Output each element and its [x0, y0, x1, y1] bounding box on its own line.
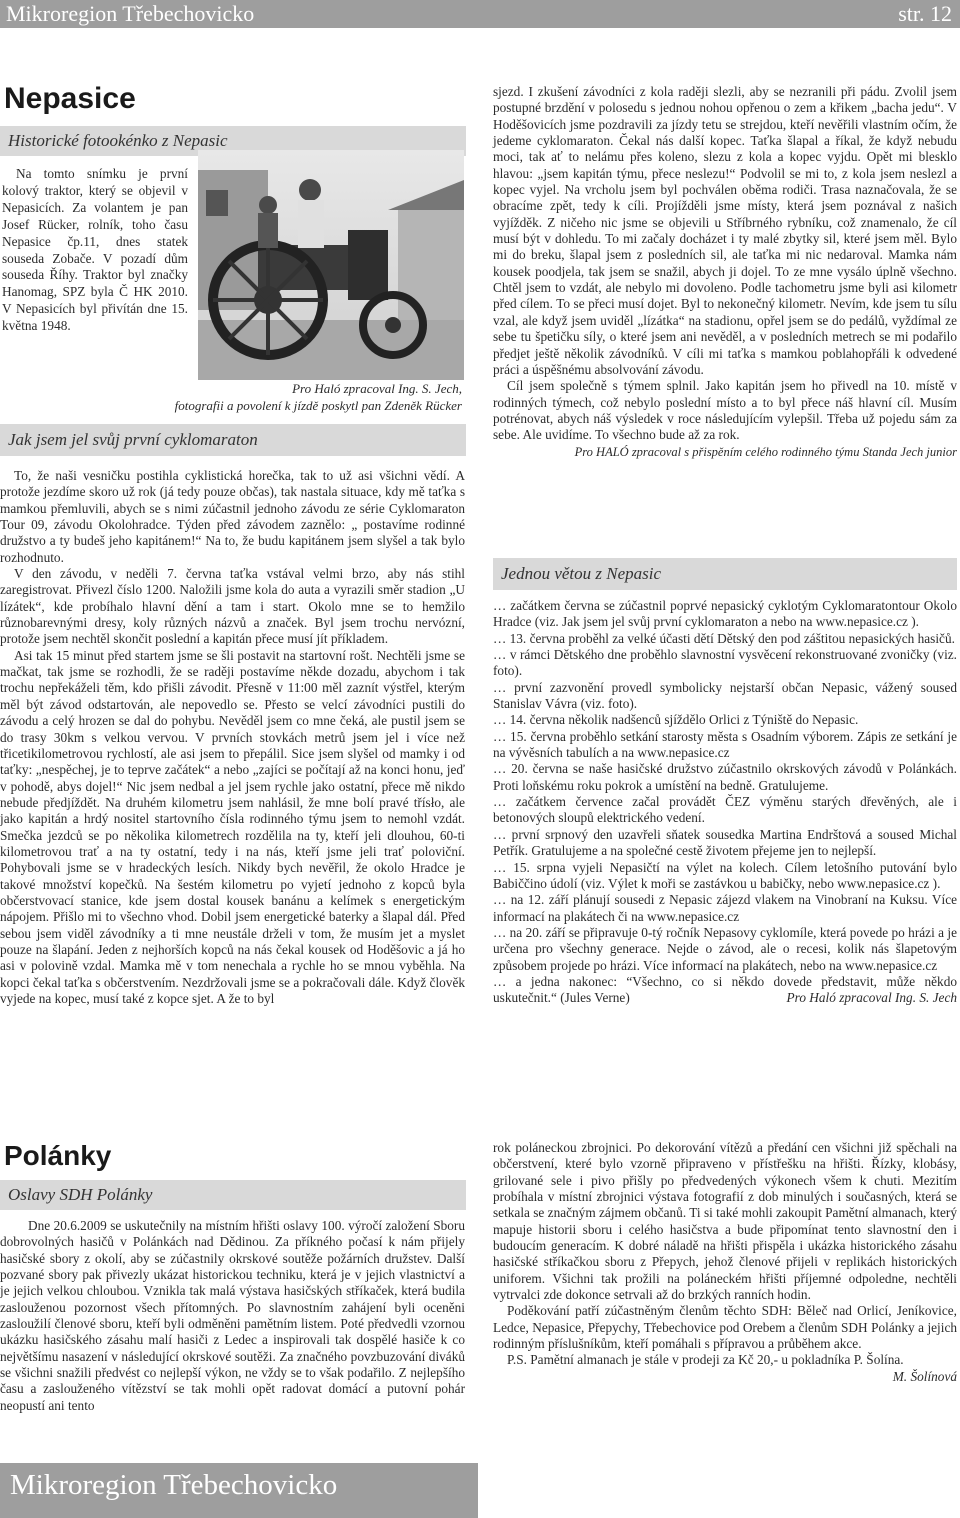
- polanky-paragraph: Dne 20.6.2009 se uskutečnily na místním hřišti oslavy 100. výročí založení Sboru dobrovolných hasičů v Polánkách nad Dědinou. Za příkného počasí k nám přijely hasičské sbory z okolí, aby se zúčastnily okrskové soutěže požárních družstev. Další pozvané sbory pak přivezly ukázat historickou techniku, která je v jejich vlastnictví a je jejich velkou chloubou. Vznikla tak malá výstava hasičských stříkaček, která budila zaslouženou pozornost všech přítomných. Po slavnostním zahájení byli oceněni zasloužilí členové sboru, kteří byli odměněni pamětním listem. Poté předvedli vzornou ukázku hasičského zásahu malí hasiči z Ledec a inspirovali tak dospělé hasiče k co největšímu nasazení v následující okrskové soutěži. Za značného povzbuzování diváků se všichni snažili předvést co nejlepší výkon, ne vždy se to však podařilo. Z nejlepšího času a zaslouženého vítězství se tak mohli opět radovat domácí a putovní pohár neopustí ani tento: [0, 1218, 465, 1413]
- page-header: [0, 0, 960, 28]
- news-item: … začátkem června se zúčastnil poprvé nepasický cyklotým Cyklomaratontour Okolo Hradce (viz. Jak jsem jel svůj první cyklomaraton a nebo na www.nepasice.cz ).: [493, 598, 957, 630]
- polanky-left-column: [0, 1218, 465, 1414]
- news-item: … první srpnový den uzavřeli sňatek sousedka Martina Endrštová a soused Michal Petřík. Gratulujeme a na společné cestě životem přejeme jen to nejlepší.: [493, 826, 957, 859]
- photo-credit: [100, 380, 462, 414]
- news-item: … na 12. září plánují sousedi z Nepasic zájezd vlakem na Vinobraní na Kuksu. Více informací na plakátech či na www.nepasice.cz: [493, 892, 957, 924]
- news-item: … na 20. září se připravuje 0-tý ročník Nepasovy cyklomíle, která povede po hrázi a je určena pro všechny generace. Nejde o závod, ale o recesi, kolik nás šlapetovým způsobem projede po hrázi. Více informací na plakátech, nebo na www.nepasice.cz: [493, 924, 957, 973]
- news-title: Jednou větou z Nepasic: [493, 558, 957, 590]
- section-title-nepasice: Nepasice: [4, 82, 136, 115]
- news-item: … začátkem července začal provádět ČEZ výměnu starých dřevěných, ale i betonových sloupů elektrického vedení.: [493, 794, 957, 826]
- article-left-column: [0, 468, 465, 1007]
- article-paragraph: Cíl jsem společně s týmem splnil. Jako kapitán jsem ho přivedl na 10. místě v rodinných týmech, což nebylo poslední místo a to byl přece náš hlavní cíl. Musím potrénovat, abych náš výsledek v roce následujícím vylepšil. Třeba už pojedu sám za sebe. Ale uvidíme. To všechno bude až za rok.: [493, 378, 957, 443]
- polanky-paragraph: Poděkování patří zúčastněným členům těchto SDH: Běleč nad Orlicí, Jeníkovice, Ledce, Nepasice, Přepychy, Třebechovice pod Orebem a členům SDH Polánky a jejich rodinným příslušníkům, kteří pomáhali s přípravou a průběhem akce.: [493, 1303, 957, 1352]
- photo-credit-line-1: Pro Haló zpracoval Ing. S. Jech,: [292, 381, 462, 396]
- news-item: … 15. srpna vyjeli Nepasičtí na výlet na kolech. Cílem letošního putování bylo Babiččino údolí (viz. Výlet k moři se zastávkou u babičky, nebo www.nepasice.cz ).: [493, 859, 957, 891]
- article-signature: Pro HALÓ zpracoval s přispěním celého rodinného týmu Standa Jech junior: [574, 444, 957, 459]
- subtitle-sdh: Oslavy SDH Polánky: [0, 1180, 466, 1210]
- news-quote-text: … a jedna nakonec: “Všechno, co si někdo dovede představit, může někdo uskutečnit.“ (Jules Verne): [493, 973, 957, 1006]
- article-paragraph: Asi tak 15 minut před startem jsme se šli postavit na startovní rošt. Nechtěli jsme se mačkat, tak jsme se rozhodli, že se raději postavíme někde dozadu, abychom i tak trochu nepřekáželi těm, kdo přišli závodit. Přesně v 11:00 měl zaznít výstřel, kterým měl být závod odstartován, ale nepovedlo se. Přesto se velcí závodníci pustili do závodu a celý hrozen se dal do pohybu. Nevěděl jsem co mne čeká, ale pustil jsem se do trasy 30km s velkou vervou. V prvních stovkách metrů jsem jel i více než třicetikilometrovou rychlostí, ale asi jsem to přepálil. Sice jsem slyšel od mamky i od taťky: „nespěchej, je to teprve začátek“ a nebo „zajíci se počítají až na konci honu, jeď v pohodě, abys dojel!“ Nic jsem nedbal a jel jsem rychle jako ostatní, přece mě nikdo nebude předjíždět. Na druhém kilometru jsem nahlásil, že mne bolí pravé třísło, ale jako kapitán a hrdý nositel startovního čísla rodinného týmu jsem to nemohl vzdát. Smečka jezdců se po několika kilometrech rozdělila na ty, kteří jeli dlouhou, 60-ti kilometrovou trať a na ty ostatní, tedy i na nás, kteří jsme jeli trať poloviční. Pohybovali jsme se v hradeckých lesích. Nikdy bych nevěřil, že okolo Hradce je takové množství kopečků. Na šestém kilometru po vyjetí jednoho z kopců byla občerstvovací stanice, kde jsem dostal kousek banánu a kelímek s energetickým nápojem. Přišlo mi to všechno vhod. Dobil jsem energetické baterky a šlapal dál. Před sebou jsem viděl závodníky a ti mne neustále drželi v tom, že musím jet a myslet pouze na šlapání. Jeden z nejhorších kopců na nás čekal kousek od Hoděšovic a já ho asi v polovině vzdal. Mamka mě v tom nenechala a rychle ho se mnou vyběhla. Na kopci čekal taťka s občerstvením. Nezdržovali jsme se a pokračovali dále. Když člověk vyjede na kopec, musí také z kopce sjet. A že to byl: [0, 647, 465, 1006]
- page-footer: [0, 1463, 478, 1518]
- news-signature: Pro Haló zpracoval Ing. S. Jech: [786, 990, 957, 1006]
- news-item-quote: [493, 974, 957, 1007]
- news-item: … v rámci Dětského dne proběhlo slavnostní vysvěcení rekonstruované zvoničky (viz. foto).: [493, 647, 957, 679]
- article-title-cyklomaraton: Jak jsem jel svůj první cyklomaraton: [0, 424, 466, 456]
- article-paragraph: V den závodu, v neděli 7. června taťka vstával velmi brzo, aby nás stihl zaregistrovat. Přivezl číslo 1200. Naložili jsme kola do auta a vyrazili směr stadion „U lízátek“, kde probíhalo hlavní dění a tam i start. Okolo mne se to hemžilo různobarevnými dresy, koly různých názvů a značek. Byl jsem trochu nervózní, protože jsem nechtěl skončit poslední a kapitán přece musí jít příkladem.: [0, 566, 465, 647]
- article-paragraph: To, že naši vesničku postihla cyklistická horečka, tak to už asi všichni vědí. A protože jezdíme skoro už rok (já tedy pouze občas), tak nastala situace, kdy mě taťka s mamkou přemluvili, abych se s nimi zúčastnil jednoho závodu ze série Cyklomaraton Tour 09, závodu Okolohradce. Týden před závodem zaznělo: „ postavíme rodinné družstvo a ty budeš jeho kapitánem!“ Na to, že budu kapitánem jsem slyšel a tak bylo rozhodnuto.: [0, 468, 465, 565]
- polanky-right-column: [493, 1140, 957, 1385]
- news-item: … 20. června se naše hasičské družstvo zúčastnilo okrskových závodů v Polánkách. Proti loňskému roku pokrok a umístění na bedně. Gratulujeme.: [493, 761, 957, 793]
- article-right-column: [493, 84, 957, 460]
- article-paragraph: sjezd. I zkušení závodníci z kola raději slezli, aby se nezranili při pádu. Zvolil jsem postupné brzdění v polosedu s jednou nohou opřenou o zem a křikem „bacha jedu“. V Hoděšovicích jsme pozdravili za jízdy tetu se strejdou, kteří nevěřili vlastním očím, že jedeme cyklomaraton. Čekal nás další kopec. Taťka šlapal a říkal, že když nebudu moci, tak ať to nelámu přes koleno, slezu z kola a kopec vyjdu. Opět mi blesklo hlavou: „jsem kapitán týmu, přece neslezu!“ Podvolil se mi to, z kola jsem neslezl a kopec vyjel. Na vrcholu jsem byl pochválen oběma rodiči. Trasa naznačovala, že se obracíme zpět, tedy k cíli. Projížděli jsme místy, která jsem poznával z našich vyjížděk. Z ničeho nic jsme se objevili u Stříbrného rybníku, což znamenalo, že cíl musí být v dohledu. To mi začaly docházet i ty malé zbytky sil, které jsem měl. Bylo mi do breku, šlapal jsem z posledních sil, ale taťka mi nic nedaroval. Mamka nám kousek poodjela, tak jsem se snažil, abych ji dojel. To ze mne vysálo úplně všechno. Chtěl jsem to vzdát, ale nebylo mi dovoleno. Podle tachometru jsme byli asi kilometr před cílem. To se přeci musí dojet. Byl to nekonečný kilometr. Nevím, kde jsem tu sílu vzal, ale když jsem uviděl „lízátka“ na stadionu, opřel jsem se do pedálů, vyždímal ze sebe tu špetičku síly, o které jsem ani nevěděl, a v posledních metrech se mi podařilo předjet ještě několik závodníků. V cíli mi taťka s mamkou poblahopřáli k odvedené práci a úspěšnému absolvování závodu.: [493, 84, 957, 377]
- polanky-signature: M. Šolínová: [892, 1368, 957, 1384]
- footer-title: Mikroregion Třebechovicko: [10, 1469, 338, 1501]
- polanky-paragraph: rok poláneckou zbrojnici. Po dekorování vítězů a předání cen všichni již spěchali na občerstvení, které bylo vzorně připraveno v přístřešku na hřišti. Řízky, klobásy, grilované sele i pivo přišly po předvedených výkonech všem k chuti. Mezitím probíhala v místní zbrojnici výstava fotografií z dob minulých i současných, která se setkala se značným zájmem občanů. Ti si také mohli zakoupit Pamětní almanach, který mapuje historii sboru i celého hasičstva a bude připomínat tento slavnostní den i budoucím generacím. K dobré náladě na hřišti přispěla i ukázka historického zásahu hasičské stříkačkou sboru z Přepych, jehož členové přijeli v replikách historických uniforem. Všichni tak prožili na poláneckém hřišti příjemné odpoledne, nechtěli vytrvalci zde dokonce setrvali až do brzkých ranních hodin.: [493, 1140, 957, 1303]
- polanky-paragraph: P.S. Pamětní almanach je stále v prodeji za Kč 20,- u pokladníka P. Šolína.: [507, 1352, 904, 1368]
- news-item: … 14. června několik nadšenců sjíždělo Orlici z Týniště do Nepasic.: [493, 712, 859, 728]
- news-list: [493, 598, 957, 1007]
- section-title-polanky: Polánky: [4, 1140, 112, 1171]
- tractor-photo: [198, 150, 464, 380]
- photo-credit-line-2: fotografii a povolení k jízdě poskytl pan Zdeněk Rücker: [174, 398, 462, 413]
- news-item: … 15. června proběhlo setkání starosty města s Osadním výborem. Zápis ze setkání je na vývěsních tabulích a na www.nepasice.cz: [493, 728, 957, 761]
- news-item: … první zazvonění provedl symbolicky nejstarší občan Nepasic, vážený soused Stanislav Vávra (viz. foto).: [493, 679, 957, 712]
- news-item: … 13. června proběhl za velké účasti dětí Dětský den pod záštitou nepasických hasičů.: [493, 630, 955, 646]
- header-title: Mikroregion Třebechovicko: [6, 1, 255, 26]
- page-number: str. 12: [898, 1, 952, 26]
- photo-caption: [2, 166, 188, 335]
- subtitle-photo-window: Historické fotookénko z Nepasic: [0, 126, 466, 156]
- caption-text: Na tomto snímku je první kolový traktor, který se objevil v Nepasicích. Za volantem je pan Josef Rücker, rolník, toho času Nepasice čp.11, dnes statek souseda Zobače. V pozadí dům souseda Říhy. Traktor byl značky Hanomag, SPZ byla Č HK 2010. V Nepasicích byl přivítán dne 15. května 1948.: [2, 166, 188, 334]
